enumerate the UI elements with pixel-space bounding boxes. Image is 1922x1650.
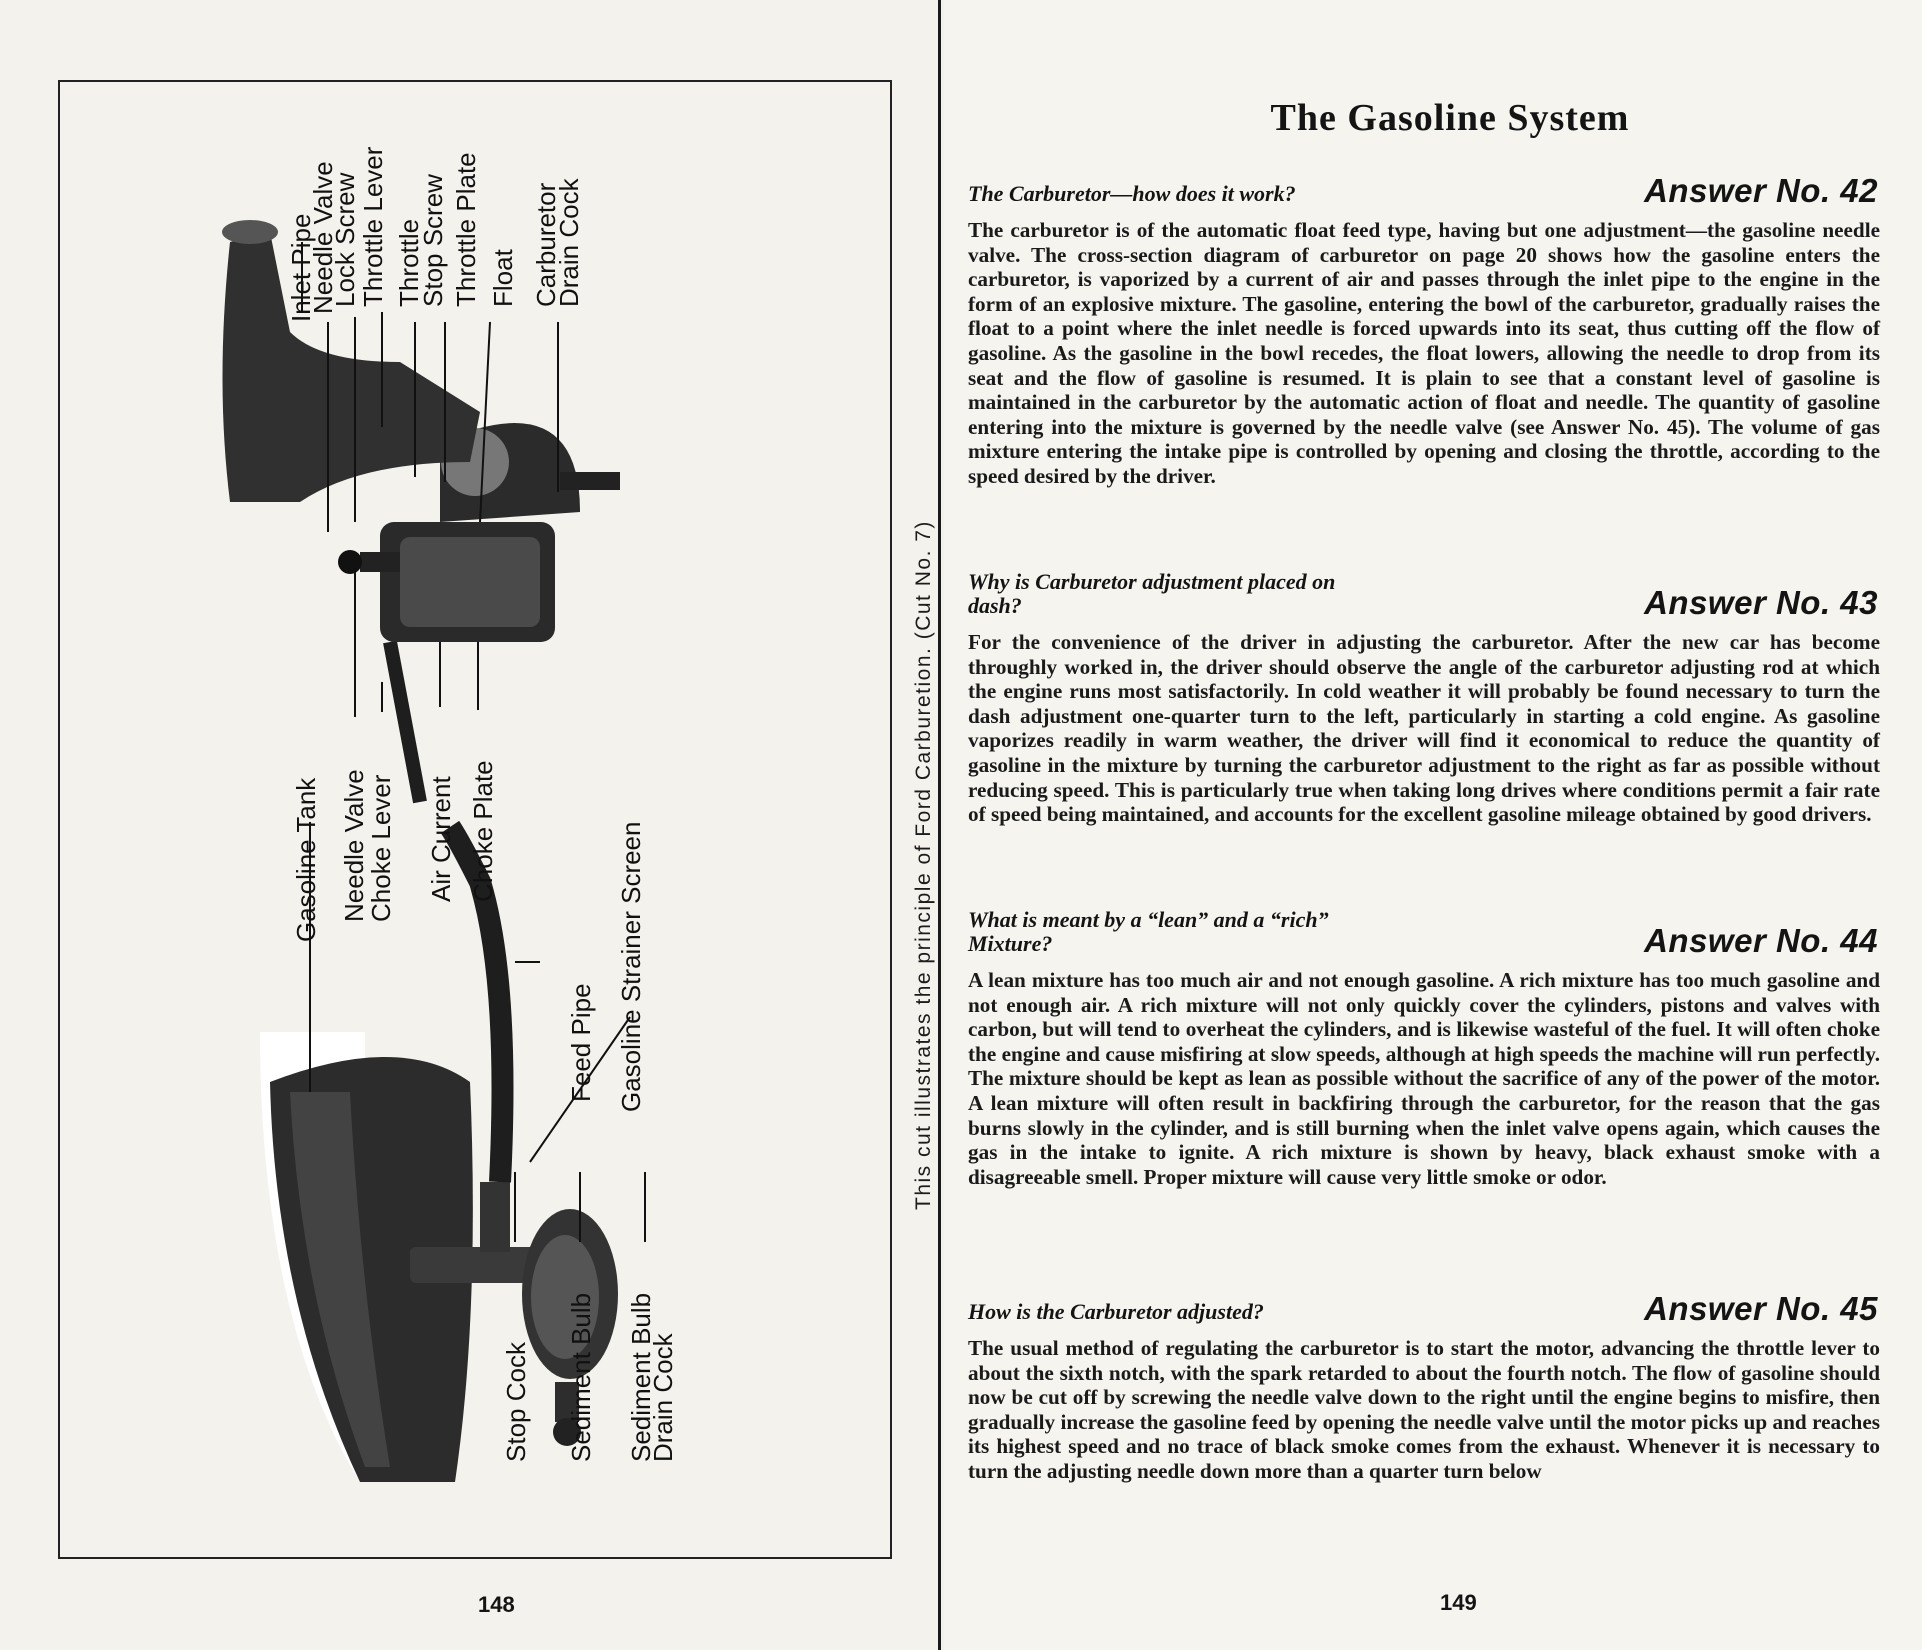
left-page-number: 148 (478, 1592, 515, 1617)
label-throttle-stop-screw-2: Stop Screw (418, 174, 448, 307)
label-inlet-pipe: Inlet Pipe (286, 213, 316, 322)
answer-number: Answer No. 45 (1644, 1290, 1878, 1327)
label-sediment-bulb-drain-cock-2: Drain Cock (648, 1333, 678, 1462)
left-page (0, 0, 940, 1650)
qa-header (968, 560, 1880, 622)
qa-section-45 (968, 1266, 1880, 1484)
qa-header (968, 898, 1880, 960)
carburetion-diagram-figure (58, 80, 892, 1559)
answer-number: Answer No. 43 (1644, 584, 1878, 621)
figure-caption: This cut illustrates the principle of Ford Carburetion. (Cut No. 7) (912, 520, 935, 1210)
label-air-current: Air Current (426, 776, 456, 902)
label-throttle-stop-screw-1: Throttle (394, 218, 424, 307)
label-stop-cock: Stop Cock (501, 1342, 531, 1462)
question-heading: The Carburetor—how does it work? (968, 181, 1296, 206)
qa-section-42 (968, 148, 1880, 489)
book-gutter (938, 0, 941, 1650)
answer-number: Answer No. 44 (1644, 922, 1878, 959)
label-throttle-plate: Throttle Plate (451, 152, 481, 307)
label-needle-valve-lock-screw-2: Lock Screw (330, 172, 360, 307)
label-carburetor-drain-cock-2: Drain Cock (554, 178, 584, 307)
label-sediment-bulb-drain-cock-1: Sediment Bulb (626, 1292, 656, 1462)
qa-header (968, 1266, 1880, 1328)
qa-section-43 (968, 560, 1880, 827)
question-heading: Why is Carburetor adjustment placed on dash? (968, 569, 1336, 618)
label-feed-pipe: Feed Pipe (566, 983, 596, 1102)
carburetion-diagram (60, 82, 890, 1557)
label-choke-plate: Choke Plate (468, 760, 498, 902)
question-heading: How is the Carburetor adjusted? (968, 1299, 1264, 1324)
label-needle-valve-lock-screw-1: Needle Valve (308, 161, 338, 314)
label-carburetor-drain-cock-1: Carburetor (531, 182, 561, 307)
page-title: The Gasoline System (1270, 97, 1630, 139)
qa-section-44 (968, 898, 1880, 1189)
label-choke-lever: Choke Lever (366, 774, 396, 922)
answer-paragraph: For the convenience of the driver in adjusting the carburetor. After the new car has become throughly worked in, the driver should observe the angle of the carburetor adjusting rod at which the engine runs most satisfactorily. In cold weather it will probably be found necessary to turn the dash adjustment one-quarter turn to the left, particularly in starting a cold engine. As gasoline vaporizes readily in warm weather, the driver will find it economical to reduce the quantity of gasoline in the mixture by turning the carburetor adjustment to the right as far as possible without reducing speed. This is particularly true when taking long drives where conditions permit a fair rate of speed being maintained, and accounts for the excellent gasoline mileage obtained by good drivers. (968, 630, 1880, 827)
label-sediment-bulb: Sediment Bulb (566, 1292, 596, 1462)
label-gasoline-tank: Gasoline Tank (291, 777, 321, 942)
label-float: Float (488, 249, 518, 307)
label-needle-valve: Needle Valve (339, 769, 369, 922)
qa-header (968, 148, 1880, 210)
right-page-number: 149 (1440, 1590, 1477, 1615)
label-gasoline-strainer-screen: Gasoline Strainer Screen (616, 821, 646, 1112)
question-heading: What is meant by a “lean” and a “rich” Mixture? (968, 907, 1329, 956)
label-throttle-lever: Throttle Lever (358, 146, 388, 307)
answer-paragraph: The usual method of regulating the carburetor is to start the motor, advancing the throttle lever to about the sixth notch, with the spark retarded to about the fourth notch. The flow of gasoline should now be cut off by screwing the needle valve down to the right until the engine begins to misfire, then gradually increase the gasoline feed by opening the needle valve until the motor picks up and reaches its highest speed and no trace of black smoke comes from the exhaust. Whenever it is necessary to turn the adjusting needle down more than a quarter turn below (968, 1336, 1880, 1483)
answer-paragraph: A lean mixture has too much air and not enough gasoline. A rich mixture has too much gasoline and not enough air. A rich mixture will not only quickly cover the cylinders, pistons and valves with carbon, but will tend to overheat the cylinders, and is likewise wasteful of the fuel. It will often choke the engine and cause misfiring at slow speeds, although at high speeds the machine will run perfectly. The mixture should be kept as lean as possible without the sacrifice of any of the power of the motor. A lean mixture will often result in backfiring through the carburetor, for the reason that the gas burns slowly in the cylinder, and is still burning when the inlet valve opens again, which causes the gas in the intake to ignite. A rich mixture is shown by heavy, black exhaust smoke with a disagreeable smell. Proper mixture will cause very little smoke or odor. (968, 968, 1880, 1189)
answer-number: Answer No. 42 (1644, 172, 1878, 209)
answer-paragraph: The carburetor is of the automatic float feed type, having but one adjustment—the gasoline needle valve. The cross-section diagram of carburetor on page 20 shows how the gasoline enters the carburetor, is vaporized by a current of air and passes through the inlet pipe to the engine in the form of an explosive mixture. The gasoline, entering the bowl of the carburetor, gradually raises the float to a point where the inlet needle is forced upwards into its seat, thus cutting off the flow of gasoline. As the gasoline in the bowl recedes, the float lowers, allowing the needle to drop from its seat and the flow of gasoline is resumed. It is plain to see that a constant level of gasoline is maintained in the carburetor by the automatic action of float and needle. The quantity of gasoline entering into the mixture is governed by the needle valve (see Answer No. 45). The volume of gas mixture entering the intake pipe is controlled by opening and closing the throttle, according to the speed desired by the driver. (968, 218, 1880, 488)
